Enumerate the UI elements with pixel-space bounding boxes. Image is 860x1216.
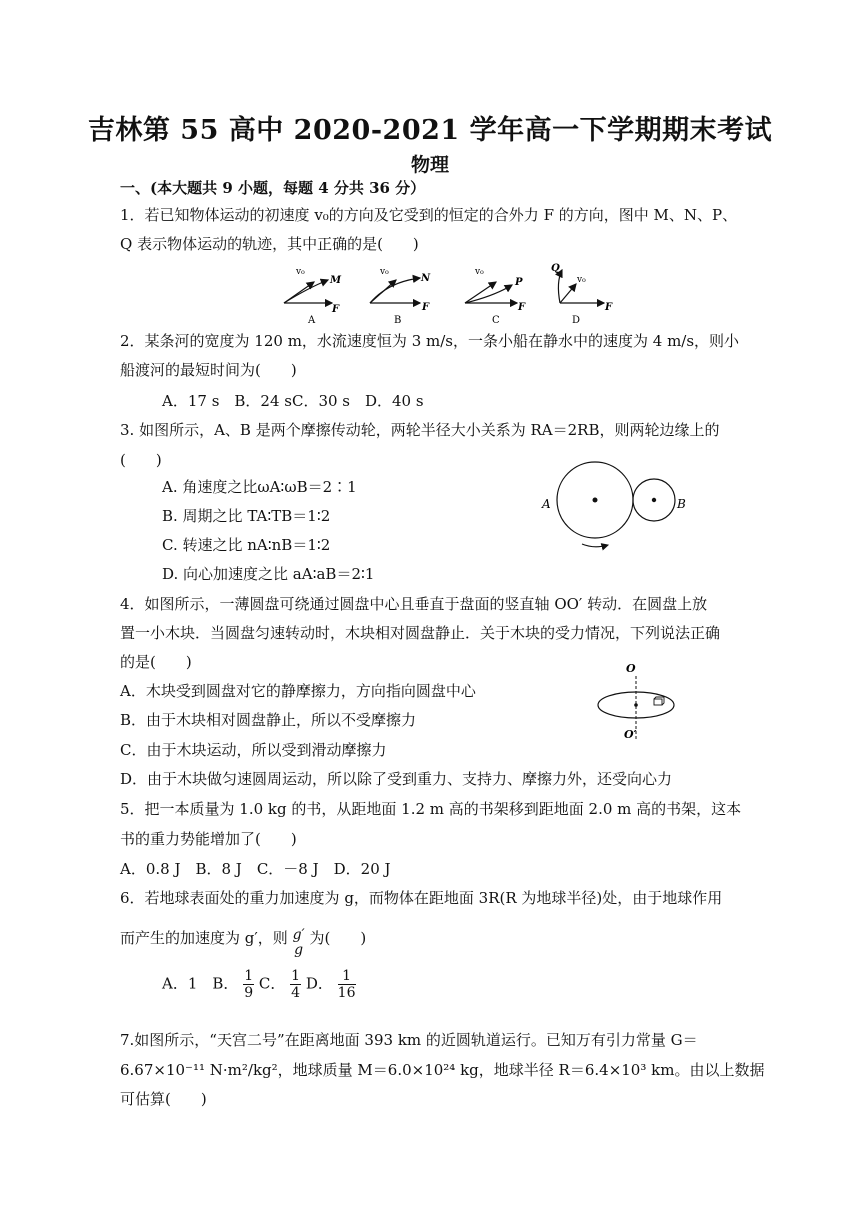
q6-b-num: 1 xyxy=(244,968,254,984)
q1-c-option-label: C xyxy=(492,315,500,326)
q3-friction-wheels-figure xyxy=(536,456,696,556)
q6-options xyxy=(162,968,356,1001)
q1-d-curve-label: Q xyxy=(551,263,560,274)
q6-d-num: 1 xyxy=(338,968,356,985)
q3-option-b: B. 周期之比 TA∶TB＝1∶2 xyxy=(162,507,331,525)
q4-line3: 的是( ) xyxy=(120,653,192,671)
q1-a-curve-label: M xyxy=(330,275,342,286)
q6-fraction-numerator: g′ xyxy=(292,927,305,943)
q1-c-v0-label: v₀ xyxy=(475,267,484,277)
q6-option-a: A．1 B． xyxy=(162,974,239,993)
q1-figure-a xyxy=(284,267,342,326)
q3-line2: ( ) xyxy=(120,451,162,469)
q1-trajectory-figures xyxy=(270,260,620,326)
q3-option-d: D. 向心加速度之比 aA∶aB＝2∶1 xyxy=(162,565,375,583)
q6-line1: 6．若地球表面处的重力加速度为 g，而物体在距地面 3R(R 为地球半径)处，由于地球作用 xyxy=(120,889,723,907)
q4-axis-top-label: O xyxy=(626,662,636,675)
q5-line2: 书的重力势能增加了( ) xyxy=(120,830,297,848)
q6-line2 xyxy=(120,924,367,958)
q1-line2: Q 表示物体运动的轨迹，其中正确的是( ) xyxy=(120,235,419,253)
q4-option-b: B．由于木块相对圆盘静止，所以不受摩擦力 xyxy=(120,711,417,729)
q7-line1: 7.如图所示，“天宫二号”在距离地面 393 km 的近圆轨道运行。已知万有引力常量 G＝ xyxy=(120,1031,698,1049)
q1-b-force-label: F xyxy=(422,302,430,313)
q6-option-c-fraction xyxy=(290,968,301,1001)
q6-c-den: 4 xyxy=(291,985,301,1001)
q1-b-v0-label: v₀ xyxy=(380,267,389,277)
q6-option-d: D． xyxy=(305,974,333,993)
q2-line2: 船渡河的最短时间为( ) xyxy=(120,361,297,379)
q6-line2-text: 而产生的加速度为 g′，则 xyxy=(120,929,288,947)
q1-a-force-label: F xyxy=(332,304,340,315)
q6-c-num: 1 xyxy=(291,968,301,984)
q3-wheel-a-label: A xyxy=(542,497,551,511)
q4-axis-bottom-label: O′ xyxy=(624,728,637,741)
q4-line2: 置一小木块．当圆盘匀速转动时，木块相对圆盘静止．关于木块的受力情况，下列说法正确 xyxy=(120,624,721,642)
q1-a-option-label: A xyxy=(308,315,316,326)
q3-option-a: A. 角速度之比ωA∶ωB＝2∶1 xyxy=(162,478,357,496)
q4-rotating-disk-figure xyxy=(594,660,690,744)
q4-option-c: C．由于木块运动，所以受到滑动摩擦力 xyxy=(120,741,387,759)
q1-figure-d xyxy=(551,263,613,326)
q1-a-v0-label: v₀ xyxy=(296,267,305,277)
q1-c-curve-label: P xyxy=(515,277,523,288)
q6-option-b-fraction xyxy=(243,968,254,1001)
q3-wheel-b-label: B xyxy=(677,497,686,511)
q6-b-den: 9 xyxy=(244,985,254,1001)
q1-b-curve-label: N xyxy=(421,273,431,284)
q4-line1: 4．如图所示，一薄圆盘可绕通过圆盘中心且垂直于盘面的竖直轴 OO′ 转动．在圆盘上放 xyxy=(120,595,708,613)
q4-option-a: A．木块受到圆盘对它的静摩擦力，方向指向圆盘中心 xyxy=(120,682,476,700)
subject-title: 物理 xyxy=(410,154,449,176)
q1-b-option-label: B xyxy=(394,315,402,326)
q6-line2-suffix: 为( ) xyxy=(309,929,367,947)
q1-d-force-label: F xyxy=(605,302,613,313)
q7-line2: 6.67×10⁻¹¹ N·m²/kg²，地球质量 M＝6.0×10²⁴ kg，地球半径 R＝6.4×10³ km。由以上数据 xyxy=(120,1061,765,1079)
q1-line1: 1．若已知物体运动的初速度 v₀的方向及它受到的恒定的合外力 F 的方向，图中 M、N、P、 xyxy=(120,206,738,224)
q2-options: A．17 s B．24 sC．30 s D．40 s xyxy=(162,392,424,410)
q6-option-c: C． xyxy=(258,974,286,993)
q4-option-d: D．由于木块做匀速圆周运动，所以除了受到重力、支持力、摩擦力外，还受向心力 xyxy=(120,770,673,788)
q1-d-v0-label: v₀ xyxy=(577,275,586,285)
q1-figure-b xyxy=(370,267,431,326)
q6-d-den: 16 xyxy=(337,985,356,1001)
q6-option-d-fraction xyxy=(338,968,356,1001)
q3-option-c: C. 转速之比 nA∶nB＝1∶2 xyxy=(162,536,331,554)
q2-line1: 2．某条河的宽度为 120 m，水流速度恒为 3 m/s，一条小船在静水中的速度为 4 m/s，则小 xyxy=(120,332,740,350)
q7-line3: 可估算( ) xyxy=(120,1090,207,1108)
q6-fraction-denominator: g xyxy=(294,942,304,958)
q5-options: A．0.8 J B．8 J C．－8 J D．20 J xyxy=(120,860,391,878)
q1-c-force-label: F xyxy=(518,302,526,313)
q6-ratio-fraction xyxy=(293,928,305,958)
q1-d-option-label: D xyxy=(572,315,581,326)
q5-line1: 5．把一本质量为 1.0 kg 的书，从距地面 1.2 m 高的书架移到距地面 2.0 m 高的书架，这本 xyxy=(120,800,742,818)
q1-figure-c xyxy=(465,267,526,326)
page-title: 吉林第 55 高中 2020-2021 学年高一下学期期末考试 xyxy=(87,115,773,146)
q3-line1: 3. 如图所示，A、B 是两个摩擦传动轮，两轮半径大小关系为 RA＝2RB，则两轮边缘上的 xyxy=(120,421,720,439)
section-heading: 一、(本大题共 9 小题，每题 4 分共 36 分） xyxy=(120,179,426,197)
